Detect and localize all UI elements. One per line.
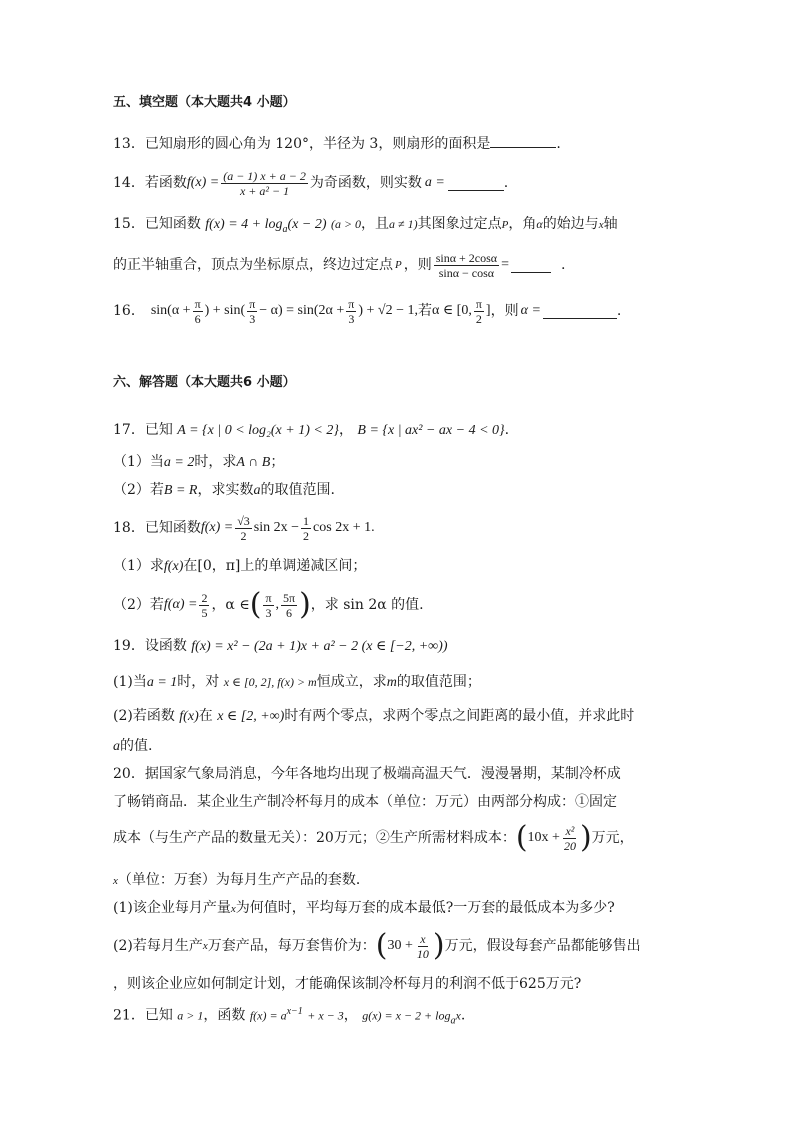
- answer-blank[interactable]: [448, 176, 504, 191]
- fraction: $\frac{\pi}{6}$: [194, 296, 201, 326]
- answer-blank[interactable]: [543, 304, 617, 319]
- question-20-line-4: x（单位：万套）为每月生产产品的套数．: [113, 872, 370, 888]
- question-15-line-1: 15．已知函数 $f(x) = 4 + \log_a(x - 2) (a > 0$，且a ≠ 1)其图象过定点P，角α的始边与x轴: [113, 216, 618, 235]
- fraction: $\frac{√3}{2}$: [237, 513, 250, 543]
- fraction: $\frac{5\pi}{6}$: [283, 590, 296, 620]
- fraction: $\frac{x}{10}$: [416, 931, 429, 961]
- question-16: 16． sin(α + $\frac{\pi}{6}$ ) + sin( $\frac{\pi}{3}$ − α) = sin(2α + $\frac{\pi}{3}$ ) + √2 − 1, 若 α ∈ [0, $\frac{\pi}{2}$ ] ，则 α = .: [113, 296, 622, 326]
- question-17: 17．已知 A = {x | 0 < log₂(x + 1) < 2}， B = {x | ax² − ax − 4 < 0}.: [113, 422, 510, 438]
- fraction: $\frac{\sin\alpha + 2\cos\alpha}{\sin\alpha - \cos\alpha}$: [435, 250, 498, 280]
- question-20-line-1: 20．据国家气象局消息，今年各地均出现了极端高温天气．漫漫暑期，某制冷杯成: [113, 766, 621, 782]
- question-18-part-2: （2）若 f(α) = $\frac{2}{5}$ ，α ∈ ( $\frac{\pi}{3}$ , $\frac{5\pi}{6}$ ) ，求 sin 2α 的值.: [113, 587, 424, 622]
- fraction: $\frac{\text{x²}}{20}$: [563, 823, 576, 853]
- close-paren: ): [579, 820, 592, 855]
- question-19-part-1: (1)当a = 1时，对 x ∈ [0, 2], f(x) > m恒成立，求m的取值范围；: [113, 674, 481, 690]
- fraction: $\frac{1}{2}$: [303, 513, 310, 543]
- close-paren: ): [432, 928, 445, 963]
- fraction: $\frac{\pi}{2}$: [475, 296, 482, 326]
- question-13: 13．已知扇形的圆心角为 120°，半径为 3，则扇形的面积是 .: [113, 133, 561, 154]
- question-19: 19．设函数 f(x) = x² − (2a + 1)x + a² − 2 (x ∈ [−2, +∞)): [113, 638, 448, 654]
- question-19-part-2-cont: a的值.: [113, 738, 153, 754]
- fraction: $\frac{(a - 1) x + a - 2}{\text{x + a² − 1}}$: [223, 168, 306, 198]
- question-19-part-2: (2)若函数 f(x)在 x ∈ [2, +∞)时有两个零点，求两个零点之间距离的最小值，并求此时: [113, 708, 635, 724]
- question-20-line-3: 成本（与生产产品的数量无关）：20万元；②生产所需材料成本： ( 10x + $\frac{\text{x²}}{20}$ ) 万元，: [113, 820, 634, 855]
- fraction: $\frac{\pi}{3}$: [265, 590, 272, 620]
- open-paren: (: [515, 820, 528, 855]
- question-15-line-2: 的正半轴重合，顶点为坐标原点，终边过定点 P ，则 $\frac{\sin\alpha + 2\cos\alpha}{\sin\alpha - \cos\alpha}$ = .: [113, 250, 566, 280]
- question-21: 21．已知 a > 1，函数 $f(x) = a^{x-1} + x - 3$， $g(x) = x - 2 + \log_ax$.: [113, 1006, 466, 1027]
- fraction: $\frac{\pi}{3}$: [249, 296, 256, 326]
- section-fill-title: 五、填空题（本大题共4 小题）: [113, 95, 296, 110]
- question-14: 14．若函数 f(x) = $\frac{(a - 1) x + a - 2}{\text{x + a² − 1}}$ 为奇函数，则实数 a = .: [113, 168, 509, 198]
- close-paren: ): [299, 587, 311, 622]
- question-20-part-2-cont: ，则该企业应如何制定计划，才能确保该制冷杯每月的利润不低于625万元?: [113, 976, 582, 992]
- question-20-part-2: (2)若每月生产 x 万套产品，每万套售价为： ( 30 + $\frac{x}{10}$ ) 万元，假设每套产品都能够售出: [113, 928, 641, 963]
- question-20-part-1: (1)该企业每月产量x为何值时，平均每万套的成本最低?一万套的最低成本为多少?: [113, 900, 615, 916]
- section-solve-title: 六、解答题（本大题共6 小题）: [113, 375, 296, 390]
- open-paren: (: [249, 587, 262, 622]
- question-17-part-2: （2）若B = R，求实数a的取值范围.: [113, 482, 335, 498]
- fraction: $\frac{\pi}{3}$: [348, 296, 355, 326]
- question-18-part-1: （1）求f(x)在[0，π]上的单调递减区间；: [113, 558, 367, 574]
- answer-blank[interactable]: [490, 133, 556, 148]
- question-17-part-1: （1）当a = 2时，求A ∩ B；: [113, 454, 285, 470]
- answer-blank[interactable]: [511, 258, 551, 273]
- question-18: 18．已知函数 f(x) = $\frac{√3}{2}$ sin 2x − $\frac{1}{2}$ cos 2x + 1.: [113, 513, 375, 543]
- open-paren: (: [375, 928, 388, 963]
- question-20-line-2: 了畅销商品．某企业生产制冷杯每月的成本（单位：万元）由两部分构成：①固定: [113, 794, 617, 810]
- fraction: $\frac{2}{5}$: [201, 590, 208, 620]
